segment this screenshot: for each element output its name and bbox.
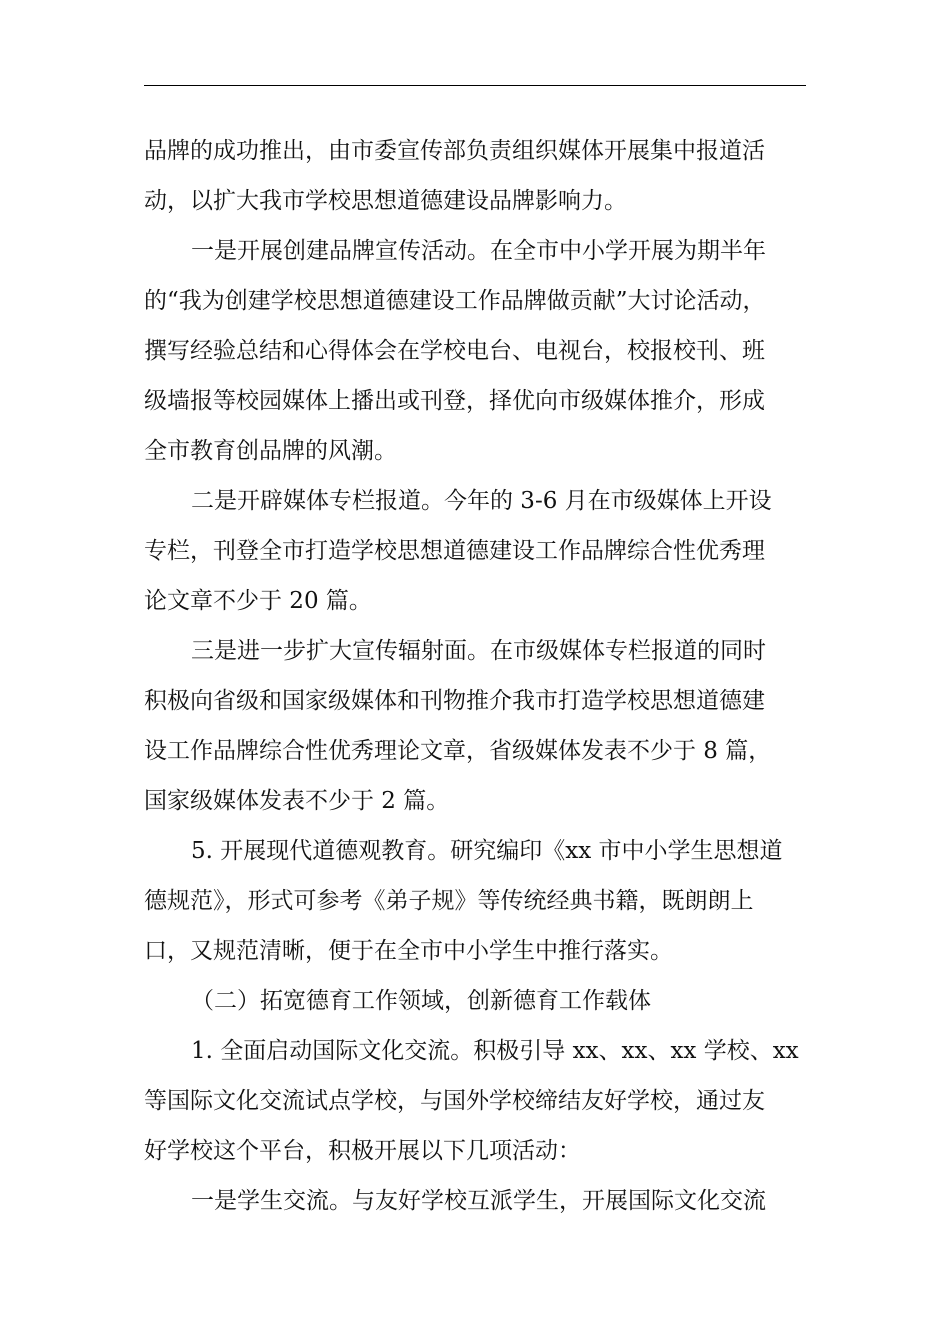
- paragraph-start-line: 一是学生交流。与友好学校互派学生，开展国际文化交流: [191, 1188, 766, 1214]
- text-line: 设工作品牌综合性优秀理论文章，省级媒体发表不少于 8 篇，: [144, 738, 772, 764]
- text-line: 动，以扩大我市学校思想道德建设品牌影响力。: [144, 188, 627, 214]
- text-line: 撰写经验总结和心得体会在学校电台、电视台，校报校刊、班: [144, 338, 765, 364]
- paragraph-start-line: 一是开展创建品牌宣传活动。在全市中小学开展为期半年: [191, 238, 766, 264]
- section-heading: （二）拓宽德育工作领域，创新德育工作载体: [191, 988, 651, 1014]
- text-line: 国家级媒体发表不少于 2 篇。: [144, 788, 450, 814]
- paragraph-start-line: 1. 全面启动国际文化交流。积极引导 xx、xx、xx 学校、xx: [191, 1038, 799, 1064]
- paragraph-start-line: 5. 开展现代道德观教育。研究编印《xx 市中小学生思想道: [191, 838, 783, 864]
- document-body: [144, 126, 806, 1226]
- text-line: 积极向省级和国家级媒体和刊物推介我市打造学校思想道德建: [144, 688, 765, 714]
- text-line: 论文章不少于 20 篇。: [144, 588, 372, 614]
- paragraph-start-line: 二是开辟媒体专栏报道。今年的 3-6 月在市级媒体上开设: [191, 488, 772, 514]
- text-line: 口，又规范清晰，便于在全市中小学生中推行落实。: [144, 938, 673, 964]
- text-line: 级墙报等校园媒体上播出或刊登，择优向市级媒体推介，形成: [144, 388, 765, 414]
- text-line: 全市教育创品牌的风潮。: [144, 438, 397, 464]
- text-line: 品牌的成功推出，由市委宣传部负责组织媒体开展集中报道活: [144, 138, 765, 164]
- paragraph-start-line: 三是进一步扩大宣传辐射面。在市级媒体专栏报道的同时: [191, 638, 766, 664]
- text-line: 等国际文化交流试点学校，与国外学校缔结友好学校，通过友: [144, 1088, 765, 1114]
- header-rule: [144, 85, 806, 86]
- text-line: 好学校这个平台，积极开展以下几项活动：: [144, 1138, 581, 1164]
- text-line: 的“我为创建学校思想道德建设工作品牌做贡献”大讨论活动，: [144, 288, 766, 314]
- text-line: 专栏，刊登全市打造学校思想道德建设工作品牌综合性优秀理: [144, 538, 765, 564]
- text-line: 德规范》，形式可参考《弟子规》等传统经典书籍，既朗朗上: [144, 888, 754, 914]
